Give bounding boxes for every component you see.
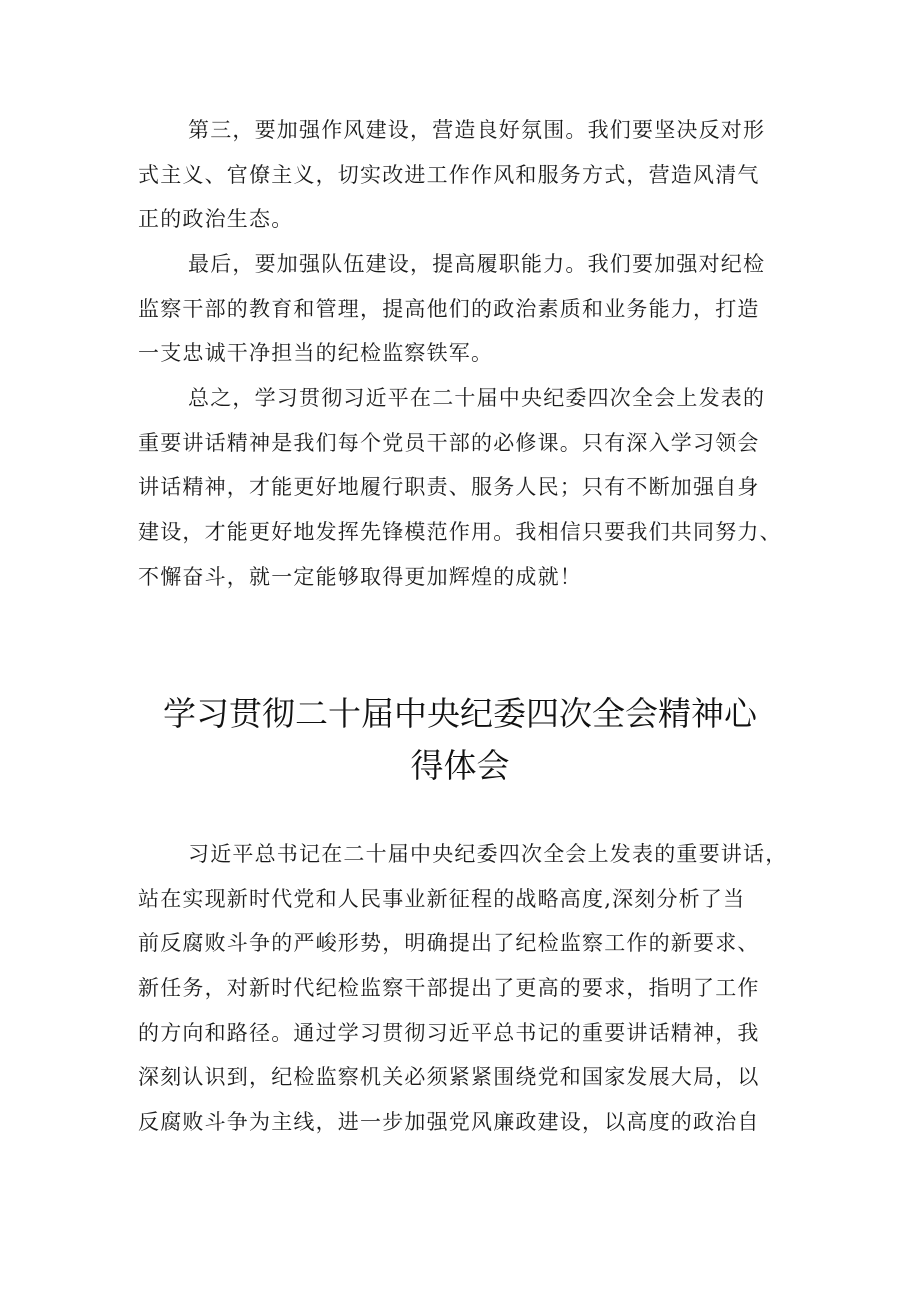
paragraph-conclusion bbox=[138, 376, 798, 599]
paragraph-line: 的方向和路径。通过学习贯彻习近平总书记的重要讲话精神，我 bbox=[138, 1020, 760, 1045]
paragraph-line: 习近平总书记在二十届中央纪委四次全会上发表的重要讲话， bbox=[188, 842, 788, 866]
paragraph-line: 反腐败斗争为主线，进一步加强党风廉政建设，以高度的政治自 bbox=[138, 1110, 760, 1135]
paragraph-line: 新任务，对新时代纪检监察干部提出了更高的要求，指明了工作 bbox=[138, 976, 760, 1001]
article-title-line: 得体会 bbox=[410, 746, 510, 785]
paragraph-intro bbox=[138, 832, 798, 1145]
paragraph-line: 深刻认识到，纪检监察机关必须紧紧围绕党和国家发展大局，以 bbox=[138, 1065, 760, 1090]
article-title bbox=[0, 688, 920, 792]
article-title-line: 学习贯彻二十届中央纪委四次全会精神心 bbox=[163, 694, 757, 733]
paragraph-line: 第三，要加强作风建设，营造良好氛围。我们要坚决反对形 bbox=[188, 118, 766, 142]
paragraph-team-building bbox=[138, 242, 798, 376]
paragraph-line: 站在实现新时代党和人民事业新征程的战略高度,深刻分析了当 bbox=[138, 886, 746, 911]
paragraph-work-style bbox=[138, 108, 798, 242]
paragraph-line: 讲话精神，才能更好地履行职责、服务人民；只有不断加强自身 bbox=[138, 475, 760, 500]
paragraph-line: 式主义、官僚主义，切实改进工作作风和服务方式，营造风清气 bbox=[138, 162, 760, 187]
paragraph-line: 不懈奋斗，就一定能够取得更加辉煌的成就！ bbox=[138, 564, 582, 589]
paragraph-line: 总之，学习贯彻习近平在二十届中央纪委四次全会上发表的 bbox=[188, 386, 766, 410]
paragraph-line: 监察干部的教育和管理，提高他们的政治素质和业务能力，打造 bbox=[138, 296, 760, 321]
paragraph-line: 正的政治生态。 bbox=[138, 207, 294, 232]
paragraph-line: 重要讲话精神是我们每个党员干部的必修课。只有深入学习领会 bbox=[138, 430, 760, 455]
paragraph-line: 最后，要加强队伍建设，提高履职能力。我们要加强对纪检 bbox=[188, 252, 766, 276]
paragraph-line: 建设，才能更好地发挥先锋模范作用。我相信只要我们共同努力、 bbox=[138, 520, 782, 545]
paragraph-line: 一支忠诚干净担当的纪检监察铁军。 bbox=[138, 341, 494, 366]
paragraph-line: 前反腐败斗争的严峻形势，明确提出了纪检监察工作的新要求、 bbox=[138, 931, 760, 956]
